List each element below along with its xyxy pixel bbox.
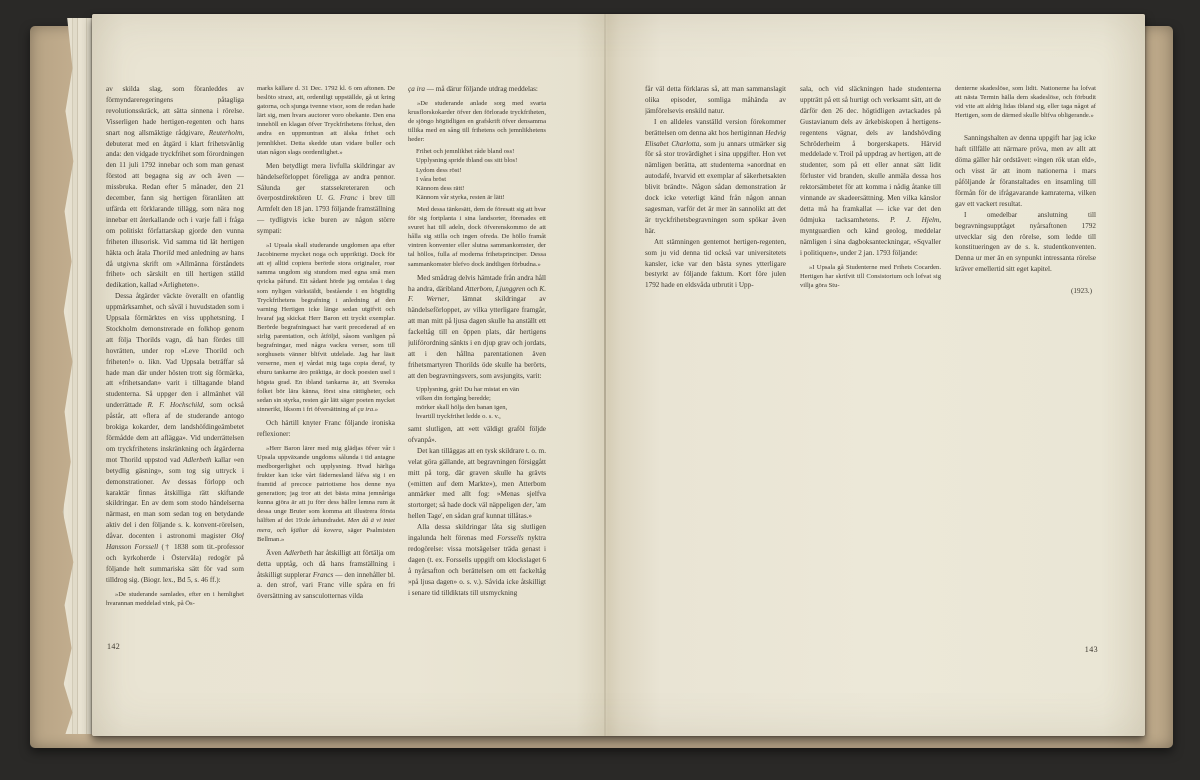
paragraph: Och härtill knyter Franc följande ironiska reflexioner: (257, 418, 395, 438)
verse-line: mörker skall hölja den banan igen, (416, 403, 508, 411)
quote-paragraph: marks källare d. 31 Dec. 1792 kl. 6 om aftonen. De beslöto straxt, att, ordentligt uppställde, gå ut kring gatorna, och sjunga tvenne visor, som de redan hade lärt sig, men hvars auctorer voro obekante. Den ena innehöll en klagan öfver Tryckfrihetens förlust, den andra en uppmuntran att älska frihet och jemnlikhet. Detta skedde utan vidare buller och utan någon slags oordentlighet.» (257, 85, 395, 156)
text-column (955, 84, 1096, 670)
paragraph: I omedelbar anslutning till begravningsupptåget nyårsaftonen 1792 utvecklar sig den rörelse, som ledde till konstitueringen av de s. k. studentkonventen. Denna ur mer än en synpunkt intressanta rörelse kräver emellertid sitt eget kapitel. (955, 210, 1096, 274)
verse-line: Kännom vår styrka, resten är lätt! (416, 193, 505, 201)
paragraph: samt slutligen, att »ett väldigt graföl följde ofvanpå». (408, 425, 546, 444)
text-column (106, 84, 244, 670)
page-number-left: 142 (107, 642, 121, 651)
paragraph: ça ira — må därur följande utdrag meddelas: (408, 85, 538, 93)
paragraph: Alla dessa skildringar låta sig slutligen ingalunda helt förenas med Forssells nyktra redogörelse: vissa motsägelser träda genast i dagen (t. ex. Forssells uppgift om klockslaget 6 å nyårsafton och berättelsen om ett fackeltåg »på ljusa dagen» o. s. v.). Såvida icke åtskilligt i senare tid tilldiktats till utsmyckning (408, 523, 546, 597)
paragraph: Med smådrag delvis hämtade från andra håll ha andra, däribland Atterbom, Ljunggren och K. F. Werner, lämnat skildringar av händelseförloppet, av vilka ytterligare framgår, att man mitt på ljusa dagen skulle ha anställt ett fackeltåg till en öppen plats, där hertigens juliförordning sänkts i en djup grav och jordats, att i den hållna parentationen även frihetsmartyren Thorilds öde skulle ha berörts, att den begravningsvers, som avsjungits, varit: (408, 273, 546, 380)
text-column (645, 84, 786, 670)
verse-line: Frihet och jemnlikhet råde bland oss! (416, 148, 515, 156)
text-column (257, 84, 395, 670)
quote-paragraph: »De studerande anlade sorg med svarta krusflorskokarder öfver den förlorade tryckfriheten, de sjöngo högtidligen en grafskrift öfver densamma tillika med en sång till frihetens och jemnlikhetens heder: (408, 99, 546, 144)
page-right (605, 14, 1145, 736)
paragraph: I en alldeles vanställd version förekommer berättelsen om denna akt hos hertiginnan Hedvig Elisabet Charlotta, som ju annars utmärker sig för så stor trovärdighet i sina uppgifter. Hon vet nämligen berätta, att studenterna »anordnat en autodafé, hvarvid ett exemplar af säkerhetsakten blivit brändt». Någon sådan demonstration är dock icke veterligt känd från någon annan sagesman, varför det är mer än sannolikt att det är tryckfrihetsbegravningen som spökar även här. (645, 117, 786, 235)
quote-paragraph: »Herr Baron lärer med mig glädjas öfver vår i Upsala uppväxande ungdoms sålunda i tid antagne medborgerlighet och upplysning. Hvad härliga frukter kan icke vårt fädernesland låfva sig i en framtid af precoce patriotisme hos denne nya generation; jag tror att det bästa mina jemnåriga kunna gjöra är att ju förr dess hällre lemna rum åt dessa unge Bruter som komma att illustrera första hälften af det 19:de århundradet. Men då ä vi intet mera, och kjältar då kovera, säger Psalmisten Bellman.» (257, 444, 395, 543)
right-page-text-block (645, 84, 1097, 670)
open-spread (92, 14, 1145, 736)
quote-paragraph: Med dessa tänkesätt, dem de föresatt sig att hvar för sig fortplanta i sina landsorter, förenades ett svuret hat till adeln, dock öfverenskommo de att hålla sig stilla och ingen ofreda. De höllo framåt vintren konventer eller slutna sammankomster, der tal höllos, fulla af moderna frihetsprinciper. Dessa sammankomster blefvo dock ändtligen förbudna.» (408, 205, 546, 268)
paragraph: Att stämningen gentemot hertigen-regenten, som ju vid denna tid också var universitetets kansler, icke var den bästa synes ytterligare bestyrkt av följande faktum. Kort före julen 1792 hade en eldsvåda utbrutit i Upp- (645, 237, 786, 290)
paragraph: Även Adlerbeth har åtskilligt att förtälja om detta upptåg, och då hans framställning i åtskilligt supplerar Francs — den innehåller bl. a. den strof, vari Franc ville spåra en fri översättning av sansculotternas vilda (257, 548, 395, 601)
quote-paragraph: »I Upsala skall studerande ungdomen apa efter Jacobinerne mycket noga och uppriktigt. Dock för att ej alltid copiera berörde stora originaler, roar samma ungdom sig stundom med egna små men qvicka påfund. Ett sådant hörde jag omtalas i dag som nyligen värkstäldt, bestående i en högtidlig Tryckfrihetens begrafning i anledning af den varning Hertigen icke länge sedan utgifvit och hvaraf jag skickat Herr Baron ett tryckt exemplar. Berörde begrafningsact har varit precederad af en sirlig parentation, och åtföljd, såsom vanligen på begrafningar, med några vackra verser, som till sorghusets vänner blifvit utdelade. Jag har läsit verserne, men ej vårdat mig taga copia deraf, ty ehuru tankarne äro präktiga, är dock poesien usel i högsta grad. En ibland tankarna är, att Svenska folket bör lära känna, först sina rättigheter, och sedan sin styrka, resten går lätt säger poeten mycket sinnerikt, liksom i fri öfversättning af ça ira.» (257, 242, 395, 413)
verse-line: Upplysning spride ibland oss sitt blos! (416, 157, 518, 165)
verse-line: Lydom dess röst! (416, 166, 462, 174)
paragraph: Sanningshalten av denna uppgift har jag icke haft tillfälle att närmare pröva, men av allt att döma gäller här ordstävet: »ingen rök utan eld», och visst är att inom nationerna i mars påföljande år föranstaltades en insamling till förmån för de ifrågavarande kamraterna, vilken gav ett vackert resultat. (955, 134, 1096, 208)
text-column (800, 84, 941, 670)
page-number-right: 143 (1084, 645, 1098, 654)
left-page-text-block (106, 84, 546, 670)
quote-paragraph: denterne skadeslöse, som lidit. Nationerne ha lofvat att nästa Termin hälla dem skadeslöse, och förbudit vid vite att aldrig lidas ibland sig, eller taga något af Hertigen, som de därmed skulle blifva obligerande.» (955, 85, 1096, 120)
verse-block (416, 385, 546, 421)
verse-line: vilken din fortgång beredde; (416, 394, 491, 402)
paragraph: Men betydligt mera livfulla skildringar av händelseförloppet föreligga av andra pennor. Sålunda ger statssekreteraren och överpostdirektören U. G. Franc i brev till Armfelt den 18 jan. 1793 följande framställning — tydligtvis icke buren av någon större sympati: (257, 161, 395, 236)
quote-paragraph: »I Upsala gå Studenterne med Frihets Cocarden. Hertigen har skrifvit till Consistorium och lofvat sig villja göra Stu- (800, 263, 941, 289)
verse-line: hvartill tryckfrihet ledde o. s. v., (416, 412, 501, 420)
paragraph: sala, och vid släckningen hade studenterna uppträtt på ett så hurtigt och verksamt sätt, att de därför den 26 dec. högtidligen avtackades på Gustavianum dels av ärkebiskopen å hertigens-regentens vägnar, dels av landshövding Schröderheim å borgerskapets. Härvid meddelade v. Troil på uppdrag av hertigen, att de studenter, som på ett eller annat sätt lidit förluster vid branden, skulle anmäla dessa hos rektorsämbetet för att komma i nådig åtanke till vinnande av skadeersättning. Men vilka känslor detta må ha framkallat — icke var det den ödmjuka tacksamhetens. P. J. Hjelm, myntguardien och känd geolog, meddelar nämligen i sina dagboksanteckningar, »Sqvaller i politiquen», under 2 jan. 1793 följande: (800, 85, 941, 257)
verse-line: I våra bröst (416, 175, 447, 183)
verse-line: Kännom dess rätt! (416, 184, 465, 192)
text-column (408, 84, 546, 670)
attribution-year: (1923.) (1071, 287, 1092, 296)
paragraph: av skilda slag, som föranleddes av förmyndareregeringens påtagliga revolutionsskräck, att sätta sinnena i rörelse. Visserligen hade hertigen-regenten och hans snart nog allsmäktige rådgivare, Reuterholm, debuterat med en åtgärd i klart frihetsvänlig anda: den vidgade tryckfrihet som förordningen den 11 juli 1792 innebar och som man genast förstod att begagna sig av och även — missbruka. Redan efter 5 månader, den 21 december, fann sig hertigen föranlåten att utfärda ett förklarande tillägg, som nära nog innebar ett återkallande och i varje fall i fråga om politiskt författarskap gjorde den vunna friheten illusorisk. Vid samma tid lät hertigen häkta och åtala Thorild med anledning av hans då utgivna skrift om »Allmänna förståndets frihet» och särskilt en till hertigen ställd dedikation, kallad »Ärligheten». (106, 85, 244, 290)
verse-line: Upplysning, gråt! Du har mistat en vän (416, 385, 520, 393)
page-left (92, 14, 605, 736)
paragraph: Det kan tilläggas att en tysk skildrare t. o. m. velat göra gällande, att begravningen försiggått mitt på torg, där graven skulle ha grävts (»mitten auf dem Markte»), men Atterbom anmärker med allt fog: »Menas sjelfva stortorget; så hade dock väl näppeligen der, 'am hellen Tage', en sådan graf kunnat tillåtas.» (408, 446, 546, 521)
paragraph: får väl detta förklaras så, att man sammanslagit olika episoder, somliga måhända av jämförelsevis enskild natur. (645, 85, 786, 115)
paragraph: Dessa åtgärder väckte överallt en ofantlig uppmärksamhet, och såväl i huvudstaden som i Uppsala förmärktes en viss upphetsning. I Stockholm demonstrerade en folkhop genom att följa Thorilds vagn, då han fördes till hovrätten, under rop »Leve Thorild och friheten!» o. likn. Vad Uppsala beträffar så hade man där under hösten trott sig förmärka, att »frihetsandan» varit i tilltagande bland studenterna. Så uppger den i allmänhet väl underrättade R. F. Hochschild, som också påstår, att »flera af de studerande antogo brokiga kokarder, dem landshöfdingeämbetet förmådde dem att aflägga». Vid underrättelsen om tryckfrihetens inskränkning och åtgärderna mot Thorild uppstod vad Adlerbeth kallar »en betydlig gäsning», som tog sig uttryck i demonstrationer. Av dessas förlopp och karaktär finnas åtskilliga rätt skiftande skildringar. En av dem som stodo händelserna närmast, en man som sedan tog en betydande aktiv del i den följande s. k. konvent-rörelsen, dåvar. docenten i astronomi magister Olof Hansson Forssell († 1838 som tit.-professor och kyrkoherde i Österväla) redogör på följande helt summariska sätt för vad som tilldrog sig. (Biogr. lex., Bd 5, s. 46 ff.): (106, 292, 244, 584)
verse-block (416, 147, 546, 202)
quote-paragraph: »De studerande samlades, efter en i hemlighet hvarannan meddelad vink, på Ös- (106, 590, 244, 607)
